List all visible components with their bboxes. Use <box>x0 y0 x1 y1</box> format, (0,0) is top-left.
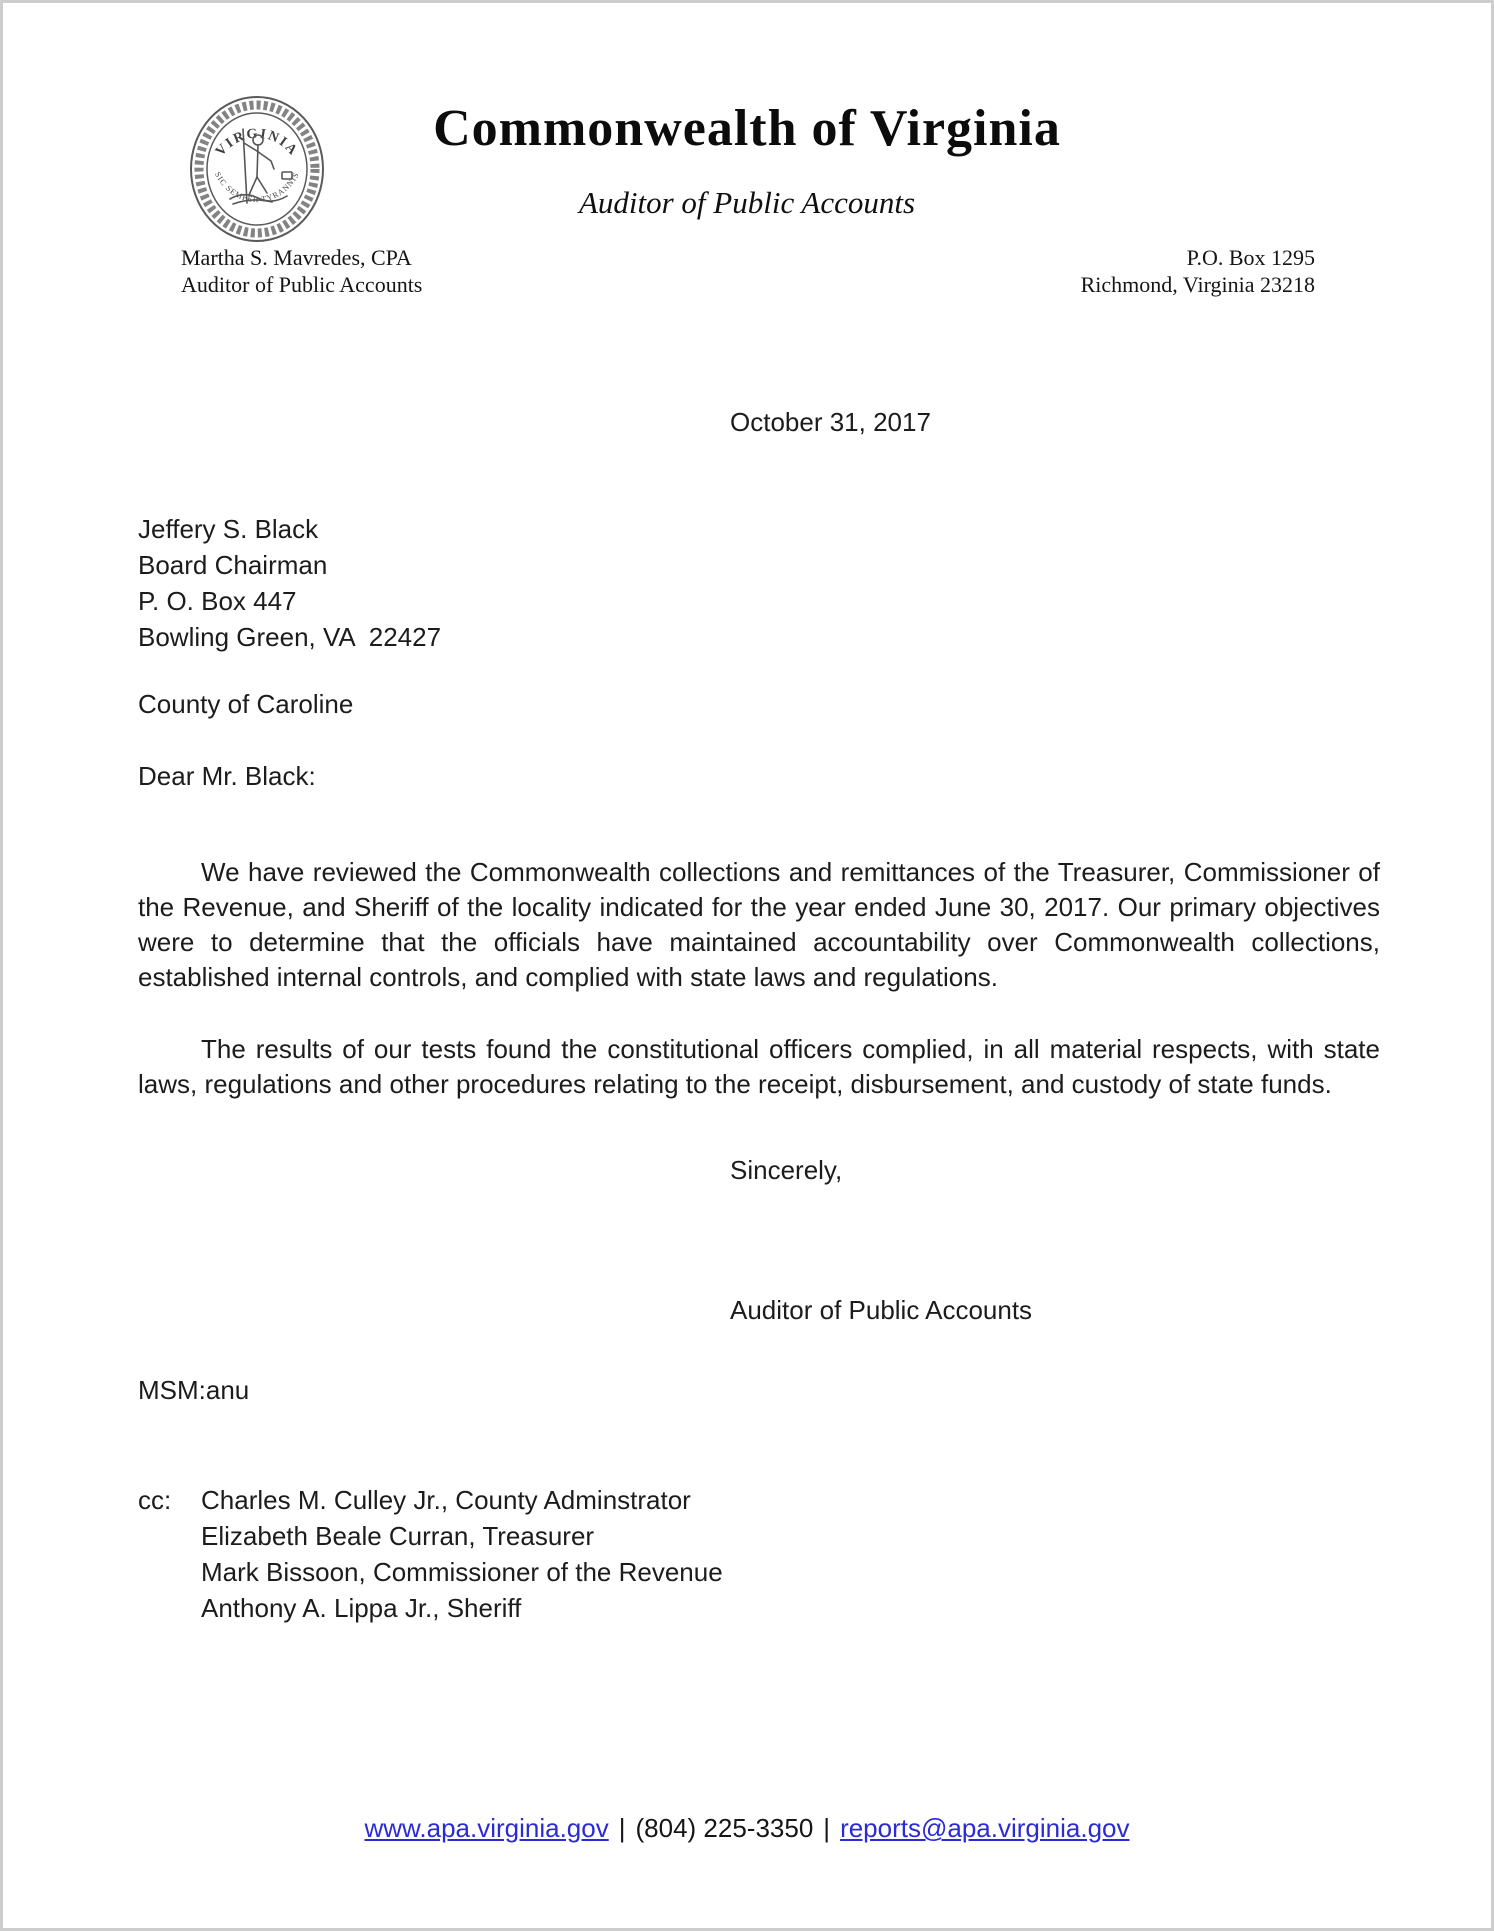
hq-city-state-zip: Richmond, Virginia 23218 <box>1080 272 1315 297</box>
hq-po-box: P.O. Box 1295 <box>1186 245 1315 270</box>
org-subtitle: Auditor of Public Accounts <box>578 185 916 220</box>
reference-initials: MSM:anu <box>138 1375 250 1405</box>
official-title: Auditor of Public Accounts <box>181 272 423 297</box>
hq-address-block <box>1081 244 1315 298</box>
salutation: Dear Mr. Black: <box>138 761 316 791</box>
letter-date: October 31, 2017 <box>730 407 931 437</box>
recipient-title: Board Chairman <box>138 550 328 580</box>
phone-number: (804) 225-3350 <box>635 1813 814 1843</box>
signature-title: Auditor of Public Accounts <box>730 1295 1033 1325</box>
official-block <box>181 244 422 298</box>
org-title: Commonwealth of Virginia <box>433 100 1061 157</box>
body-paragraph-1: We have reviewed the Commonwealth collections and remittances of the Treasurer, Commissioner of the Revenue, and Sheriff of the locality indicated for the year ended June 30, 2017. Our primary objectives were to determine that the officials have maintained accountability over Commonwealth collections, established internal controls, and complied with state laws and regulations. <box>138 857 1380 992</box>
seal-bottom-text: SIC SEMPER TYRANNIS <box>212 170 302 205</box>
footer-separator: | <box>618 1813 626 1843</box>
cc-block <box>138 1482 723 1626</box>
cc-list <box>201 1482 723 1626</box>
cc-item: Anthony A. Lippa Jr., Sheriff <box>201 1593 522 1623</box>
recipient-address-block <box>138 511 441 655</box>
cc-label: cc: <box>138 1485 172 1515</box>
cc-item: Mark Bissoon, Commissioner of the Revenue <box>201 1557 723 1587</box>
locality-line: County of Caroline <box>138 689 354 719</box>
seal-top-text: VIRGINIA <box>213 126 301 160</box>
website-link[interactable]: www.apa.virginia.gov <box>364 1813 609 1843</box>
cc-item: Charles M. Culley Jr., County Adminstrator <box>201 1485 691 1515</box>
footer-separator: | <box>823 1813 831 1843</box>
official-name: Martha S. Mavredes, CPA <box>181 245 412 270</box>
recipient-po-box: P. O. Box 447 <box>138 586 297 616</box>
recipient-name: Jeffery S. Black <box>138 514 319 544</box>
footer-contact-line <box>3 1813 1491 1844</box>
closing: Sincerely, <box>730 1155 843 1185</box>
recipient-city-state-zip: Bowling Green, VA 22427 <box>138 622 442 652</box>
email-link[interactable]: reports@apa.virginia.gov <box>840 1813 1130 1843</box>
body-paragraph-2: The results of our tests found the constitutional officers complied, in all material respects, with state laws, regulations and other procedures relating to the receipt, disbursement, and custody of state funds. <box>138 1034 1380 1099</box>
cc-item: Elizabeth Beale Curran, Treasurer <box>201 1521 595 1551</box>
